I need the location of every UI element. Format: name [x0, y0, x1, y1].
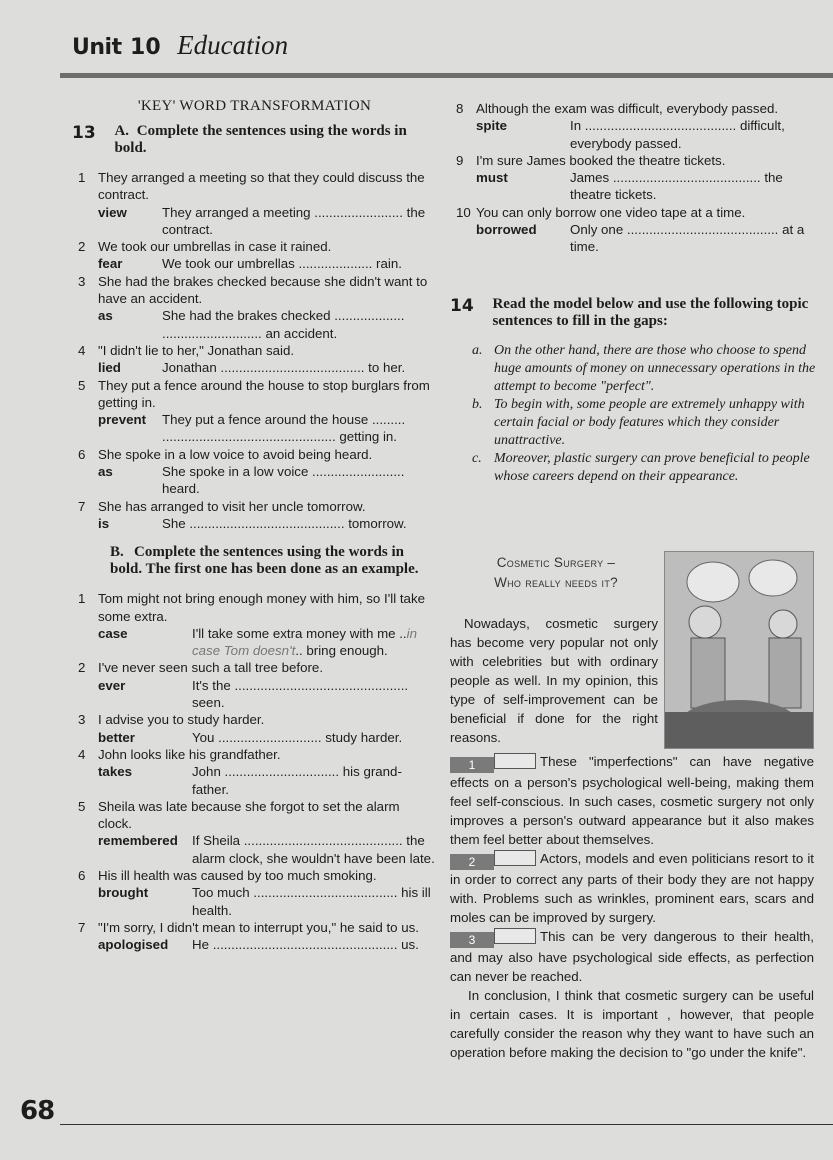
question-item — [72, 377, 437, 412]
question-number: 4 — [78, 342, 86, 358]
question-number: 10 — [456, 204, 471, 220]
paragraph-text: This can be very dangerous to their health, and may also have psychological side effects, as perfection can never be reached. — [450, 929, 814, 984]
question-number: 7 — [78, 498, 86, 514]
question-number: 6 — [78, 867, 86, 883]
option-text: On the other hand, there are those who choose to spend huge amounts of money on unnecessary operations in the attempt to become "perfect". — [494, 342, 816, 394]
paragraph-text: Actors, models and even politicians resort to it in order to correct any parts of their body they are not happy with. Problems such as wrinkles, prominent ears, scars and moles can be improved by surgery. — [450, 851, 814, 925]
keyword: better — [98, 729, 135, 745]
question-number: 9 — [456, 152, 464, 168]
question-text: I'm sure James booked the theatre tickets. — [476, 152, 726, 168]
question-text: Sheila was late because she forgot to set the alarm clock. — [98, 798, 400, 832]
question-item — [450, 152, 820, 169]
question-text: You can only borrow one video tape at a time. — [476, 204, 746, 220]
question-number: 3 — [78, 712, 86, 728]
question-number: 5 — [78, 798, 86, 814]
option-text: To begin with, some people are extremely unhappy with certain facial or body features which they consider unattractive. — [494, 396, 805, 448]
article-intro — [450, 614, 658, 747]
question-item — [72, 273, 437, 308]
question-item — [72, 659, 437, 676]
keyword-row — [72, 884, 437, 919]
question-text: Although the exam was difficult, everybody passed. — [476, 101, 779, 116]
gap-number: 2 — [450, 854, 494, 870]
question-number: 2 — [78, 239, 86, 255]
keyword-row — [72, 411, 437, 446]
article-title — [458, 553, 654, 593]
question-text: "I'm sorry, I didn't mean to interrupt you," he said to us. — [98, 919, 419, 935]
keyword-row — [72, 936, 437, 953]
question-text: I advise you to study harder. — [98, 712, 265, 728]
question-text: Tom might not bring enough money with him, so I'll take some extra. — [98, 591, 425, 624]
ex13b-instruction — [72, 544, 437, 578]
gap-number: 1 — [450, 757, 494, 773]
question-number: 4 — [78, 746, 86, 762]
question-item — [72, 590, 437, 625]
keyword: brought — [98, 885, 149, 901]
keyword-row — [72, 359, 437, 376]
keyword-row — [450, 221, 820, 256]
keyword: spite — [476, 118, 508, 134]
keyword-row — [72, 763, 437, 798]
question-text: They arranged a meeting so that they could discuss the contract. — [98, 170, 425, 203]
question-item — [72, 746, 437, 763]
handwritten-answer: in case Tom doesn't — [192, 625, 417, 659]
answer-line: She had the brakes checked ................... ........................... an accident. — [162, 308, 405, 341]
answer-line: If Sheila ........................................... the alarm clock, she wouldn't have been late. — [192, 833, 435, 866]
article-paragraph — [450, 927, 814, 986]
question-text: They put a fence around the house to stop burglars from getting in. — [98, 377, 430, 410]
question-item — [72, 798, 437, 833]
ex13a-items — [72, 169, 437, 532]
gap-answer-box[interactable] — [494, 753, 536, 769]
part-letter: B. — [110, 544, 124, 561]
part-letter: A. — [114, 123, 130, 139]
keyword: must — [476, 170, 508, 186]
article-body — [450, 752, 814, 1062]
option-letter: c. — [472, 450, 482, 466]
option-letter: a. — [472, 342, 483, 358]
question-text: She had the brakes checked because she didn't want to have an accident. — [98, 273, 428, 307]
question-item — [72, 711, 437, 728]
answer-line: It's the ............................................... seen. — [192, 677, 409, 711]
question-item — [72, 238, 437, 255]
answer-suffix: .. bring enough. — [295, 643, 388, 659]
question-text: We took our umbrellas in case it rained. — [98, 239, 332, 255]
question-number: 5 — [78, 377, 86, 393]
answer-line: You ............................ study harder. — [192, 729, 403, 745]
keyword-row — [72, 255, 437, 272]
ex13-continued-items — [450, 100, 820, 256]
question-item — [72, 342, 437, 359]
keyword-row — [450, 169, 820, 204]
ex13b-items — [72, 590, 437, 953]
instruction-text: Complete the sentences using the words in bold. — [114, 123, 407, 156]
keyword: as — [98, 308, 113, 324]
instruction-text: Complete the sentences using the words in bold. The first one has been done as an example. — [110, 544, 419, 578]
topic-sentence — [450, 396, 820, 450]
question-text: She spoke in a low voice to avoid being heard. — [98, 446, 373, 462]
keyword-row — [72, 625, 437, 660]
keyword-row — [72, 729, 437, 746]
header-rule — [60, 73, 833, 78]
question-text: She has arranged to visit her uncle tomorrow. — [98, 498, 366, 514]
answer-line — [192, 625, 437, 660]
question-number: 3 — [78, 273, 86, 289]
ex14-heading — [450, 296, 820, 330]
exercise-number: 13 — [72, 123, 96, 143]
unit-number: 10 — [130, 35, 161, 60]
keyword-row — [450, 117, 820, 152]
surgery-illustration — [664, 551, 814, 749]
article-paragraph: Nowadays, cosmetic surgery has become very popular not only with celebrities but with ordinary people as well. In my opinion, this type of self-improvement can be beneficial if done for the right reasons. — [450, 616, 658, 745]
question-text: John looks like his grandfather. — [98, 746, 281, 762]
answer-line: Jonathan ....................................... to her. — [162, 360, 406, 376]
topic-sentences — [450, 342, 820, 486]
keyword-row — [72, 515, 437, 532]
keyword: case — [98, 625, 128, 641]
article-title-line: Cosmetic Surgery – — [496, 555, 616, 570]
question-number: 7 — [78, 919, 86, 935]
gap-number: 3 — [450, 932, 494, 948]
question-number: 1 — [78, 170, 86, 185]
answer-line: She spoke in a low voice ......................... heard. — [162, 464, 405, 497]
paragraph-text: These "imperfections" can have negative effects on a person's psychological well-being, making them feel self-conscious. In such cases, cosmetic surgery not only improves a person's outward appearance but it also makes them feel better about themselves. — [450, 754, 814, 847]
ex14-instruction: Read the model below and use the following topic sentences to fill in the gaps: — [492, 295, 809, 329]
gap-answer-box[interactable] — [494, 850, 536, 866]
question-text: His ill health was caused by too much smoking. — [98, 867, 377, 883]
keyword: as — [98, 464, 113, 480]
keyword-row — [72, 204, 437, 239]
ex13a-instruction — [114, 123, 434, 157]
question-item — [72, 446, 437, 463]
answer-line: They arranged a meeting ........................ the contract. — [162, 204, 426, 237]
question-text: I've never seen such a tall tree before. — [98, 660, 324, 676]
topic-sentence — [450, 450, 820, 486]
answer-line: They put a fence around the house ......... ............................................... getting in. — [162, 412, 406, 445]
left-column — [72, 98, 437, 953]
answer-line: In ......................................... difficult, everybody passed. — [570, 118, 785, 151]
keyword-row — [72, 463, 437, 498]
answer-line: He .................................................. us. — [192, 937, 419, 953]
answer-line: Too much ....................................... his ill health. — [192, 885, 431, 918]
article-title-line: Who really needs it? — [494, 575, 618, 590]
question-item — [72, 867, 437, 884]
unit-header — [72, 30, 288, 70]
keyword: view — [98, 204, 127, 220]
option-text: Moreover, plastic surgery can prove beneficial to people whose careers depend on their appearance. — [494, 450, 810, 484]
surgeons-illustration — [665, 552, 813, 748]
exercise-number: 14 — [450, 295, 474, 316]
answer-prefix: I'll take some extra money with me .. — [192, 625, 407, 641]
page-number: 68 — [20, 1096, 55, 1126]
keyword: is — [98, 515, 110, 531]
question-number: 6 — [78, 446, 86, 462]
keyword: remembered — [98, 833, 178, 849]
keyword: takes — [98, 764, 133, 780]
question-item — [72, 169, 437, 204]
keyword: prevent — [98, 412, 147, 428]
question-item — [450, 100, 820, 117]
keyword-row — [72, 307, 437, 342]
article-paragraph — [450, 849, 814, 927]
answer-line: James ........................................ the theatre tickets. — [570, 170, 783, 203]
keyword-row — [72, 677, 437, 712]
ex13-heading — [72, 123, 437, 157]
question-item — [450, 204, 820, 221]
question-number: 2 — [78, 660, 86, 676]
question-number: 8 — [456, 101, 464, 116]
question-text: "I didn't lie to her," Jonathan said. — [98, 342, 295, 358]
keyword: borrowed — [476, 222, 537, 238]
gap-answer-box[interactable] — [494, 928, 536, 944]
keyword: fear — [98, 256, 123, 272]
question-item — [72, 498, 437, 515]
answer-line: She .......................................... tomorrow. — [162, 515, 407, 531]
unit-label: Unit — [72, 35, 122, 60]
answer-line: John ............................... his grand-father. — [192, 764, 402, 797]
question-item — [72, 919, 437, 936]
answer-line: We took our umbrellas .................... rain. — [162, 256, 402, 272]
question-number: 1 — [78, 591, 86, 607]
section-title: 'KEY' WORD TRANSFORMATION — [137, 98, 372, 114]
answer-line: Only one ......................................... at a time. — [570, 222, 805, 255]
option-letter: b. — [472, 396, 483, 412]
unit-title: Education — [177, 30, 289, 60]
topic-sentence — [450, 342, 820, 396]
article-paragraph: In conclusion, I think that cosmetic surgery can be useful in certain cases. It is important , however, that people carefully consider the reason why they want to have such an operation before making the decision to "go under the knife". — [450, 988, 814, 1060]
keyword-row — [72, 832, 437, 867]
footer-rule — [60, 1124, 833, 1125]
right-column — [450, 100, 820, 486]
keyword: apologised — [98, 937, 169, 953]
keyword: lied — [98, 360, 121, 376]
article-paragraph — [450, 752, 814, 849]
keyword: ever — [98, 677, 126, 693]
